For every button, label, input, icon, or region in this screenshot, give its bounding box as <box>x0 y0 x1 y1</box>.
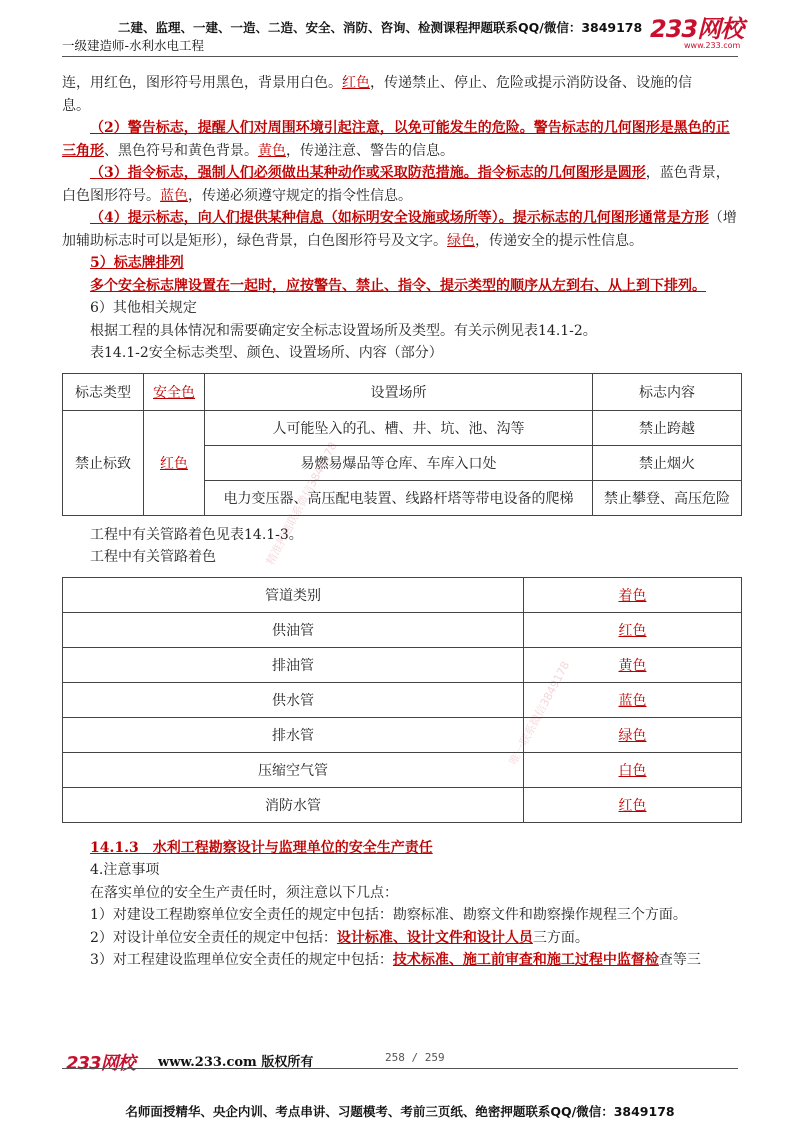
paragraph-information-sign <box>62 207 742 252</box>
safety-sign-table <box>62 373 742 516</box>
table-row <box>63 752 742 787</box>
highlight-red: 红色 <box>342 75 370 91</box>
highlight-red-bold: 技术标准、施工前审查和施工过程中监督检 <box>392 952 659 968</box>
highlight-red-bold: 多个安全标志牌设置在一起时，应按警告、禁止、指令、提示类型的顺序从左到右、从上到下排列。 <box>90 277 706 294</box>
footer-divider <box>62 1068 738 1069</box>
cell-pipe-type: 排油管 <box>63 647 524 682</box>
footer-copyright: www.233.com 版权所有 <box>158 1055 314 1070</box>
watermark-text: 唯一联系微信3849178 <box>506 659 573 768</box>
text: 息。 <box>62 97 90 114</box>
paragraph-notes-intro: 在落实单位的安全生产责任时，须注意以下几点： <box>90 884 398 901</box>
col-header-type: 标志类型 <box>63 373 144 410</box>
paragraph-mandatory-sign <box>62 162 742 207</box>
cell-content: 禁止烟火 <box>593 445 742 480</box>
list-item: 1）对建设工程勘察单位安全责任的规定中包括：勘察标准、勘察文件和勘察操作规程三个方面。 <box>90 907 687 923</box>
table-header-row <box>63 373 742 410</box>
highlight-red-bold: （3）指令标志，强制人们必须做出某种动作或采取防范措施。指令标志的几何图形是圆形 <box>90 165 646 181</box>
header-divider <box>62 56 738 57</box>
subheading-other-rules: 6）其他相关规定 <box>90 300 197 316</box>
section-title: 14.1.3 水利工程勘察设计与监理单位的安全生产责任 <box>90 839 433 856</box>
header-promo-text: 二建、监理、一建、一造、二造、安全、消防、咨询、检测课程押题联系QQ/微信：3849178 <box>118 20 643 35</box>
cell-content: 禁止攀登、高压危险 <box>593 480 742 515</box>
header-course-title: 一级建造师-水利水电工程 <box>62 38 205 53</box>
page-number: 258 / 259 <box>385 1051 445 1064</box>
highlight-red-bold: 5）标志牌排列 <box>90 255 184 271</box>
text: （增加辅助标志时可以是矩形），绿色背景，白色图形符号及文字。 <box>62 210 737 249</box>
section-heading <box>62 837 742 860</box>
col-header-pipe-type: 管道类别 <box>63 577 524 612</box>
col-header-content: 标志内容 <box>593 373 742 410</box>
table-header-row <box>63 577 742 612</box>
text: 连，用红色，图形符号用黑色，背景用白色。 <box>62 75 342 91</box>
text: 查等三 <box>658 952 701 968</box>
text: ，传递必须遵守规定的指令性信息。 <box>188 187 412 204</box>
paragraph-warning-sign <box>62 117 742 162</box>
text: ，蓝色背景，白色图形符号。 <box>62 165 730 204</box>
footer-logo[interactable]: 233网校 <box>66 1053 135 1074</box>
table-caption: 表14.1-2安全标志类型、颜色、设置场所、内容（部分） <box>90 345 443 361</box>
col-header-color: 安全色 <box>144 373 205 410</box>
footer-promo-text: 名师面授精华、央企内训、考点串讲、习题模考、考前三页纸、绝密押题联系QQ/微信：3849178 <box>125 1104 675 1119</box>
pipe-table-caption: 工程中有关管路着色 <box>90 549 216 565</box>
subheading-notes: 4.注意事项 <box>90 862 160 878</box>
col-header-pipe-color: 着色 <box>524 577 742 612</box>
cell-pipe-color: 红色 <box>524 787 742 822</box>
cell-place: 电力变压器、高压配电装置、线路杆塔等带电设备的爬梯 <box>205 480 593 515</box>
list-item <box>62 949 742 972</box>
site-logo[interactable] <box>650 16 750 54</box>
col-header-place: 设置场所 <box>205 373 593 410</box>
cell-pipe-type: 压缩空气管 <box>63 752 524 787</box>
paragraph-prohibition-tail <box>62 72 742 117</box>
logo-text: 233网校 <box>650 15 744 43</box>
cell-pipe-color: 蓝色 <box>524 682 742 717</box>
document-body <box>62 72 742 972</box>
cell-pipe-color: 黄色 <box>524 647 742 682</box>
cell-pipe-color: 白色 <box>524 752 742 787</box>
cell-place: 易燃易爆品等仓库、车库入口处 <box>205 445 593 480</box>
highlight-red: 绿色 <box>447 232 475 249</box>
cell-sign-color: 红色 <box>144 410 205 515</box>
highlight-red: 黄色 <box>258 142 286 159</box>
cell-pipe-type: 消防水管 <box>63 787 524 822</box>
text: ，传递禁止、停止、危险或提示消防设备、设施的信 <box>370 75 692 91</box>
paragraph-table-ref: 根据工程的具体情况和需要确定安全标志设置场所及类型。有关示例见表14.1-2。 <box>90 322 597 339</box>
cell-content: 禁止跨越 <box>593 410 742 445</box>
cell-pipe-type: 排水管 <box>63 717 524 752</box>
cell-place: 人可能坠入的孔、槽、井、坑、池、沟等 <box>205 410 593 445</box>
logo-url: www.233.com <box>684 41 741 50</box>
cell-pipe-type: 供油管 <box>63 612 524 647</box>
table-row <box>63 410 742 445</box>
pipe-color-table <box>62 577 742 823</box>
text: 三方面。 <box>532 929 589 946</box>
paragraph-arrangement-rule <box>62 275 742 298</box>
cell-pipe-color: 绿色 <box>524 717 742 752</box>
watermark-text: 精准押题联系微信3849178 <box>263 439 340 568</box>
table-row <box>63 612 742 647</box>
table-row <box>63 787 742 822</box>
subheading-sign-arrangement <box>62 252 742 275</box>
cell-pipe-type: 供水管 <box>63 682 524 717</box>
highlight-red: 蓝色 <box>160 187 188 204</box>
list-item <box>62 927 742 950</box>
highlight-red-bold: （2）警告标志，提醒人们对周围环境引起注意，以免可能发生的危险。警告标志的几何图形是黑色的正三角形 <box>62 120 730 159</box>
text: ，传递安全的提示性信息。 <box>475 232 643 249</box>
cell-sign-type: 禁止标致 <box>63 410 144 515</box>
highlight-red-bold: 设计标准、设计文件和设计人员 <box>336 929 533 946</box>
text: 、黑色符号和黄色背景。 <box>104 142 258 159</box>
highlight-red-bold: （4）提示标志，向人们提供某种信息（如标明安全设施或场所等）。提示标志的几何图形通常是方形 <box>90 210 709 226</box>
text: 2）对设计单位安全责任的规定中包括： <box>90 929 337 946</box>
text: 3）对工程建设监理单位安全责任的规定中包括： <box>90 952 393 968</box>
table-row <box>63 682 742 717</box>
paragraph-pipe-ref: 工程中有关管路着色见表14.1-3。 <box>90 526 303 543</box>
text: ，传递注意、警告的信息。 <box>286 142 454 159</box>
cell-pipe-color: 红色 <box>524 612 742 647</box>
table-row <box>63 717 742 752</box>
table-row <box>63 647 742 682</box>
